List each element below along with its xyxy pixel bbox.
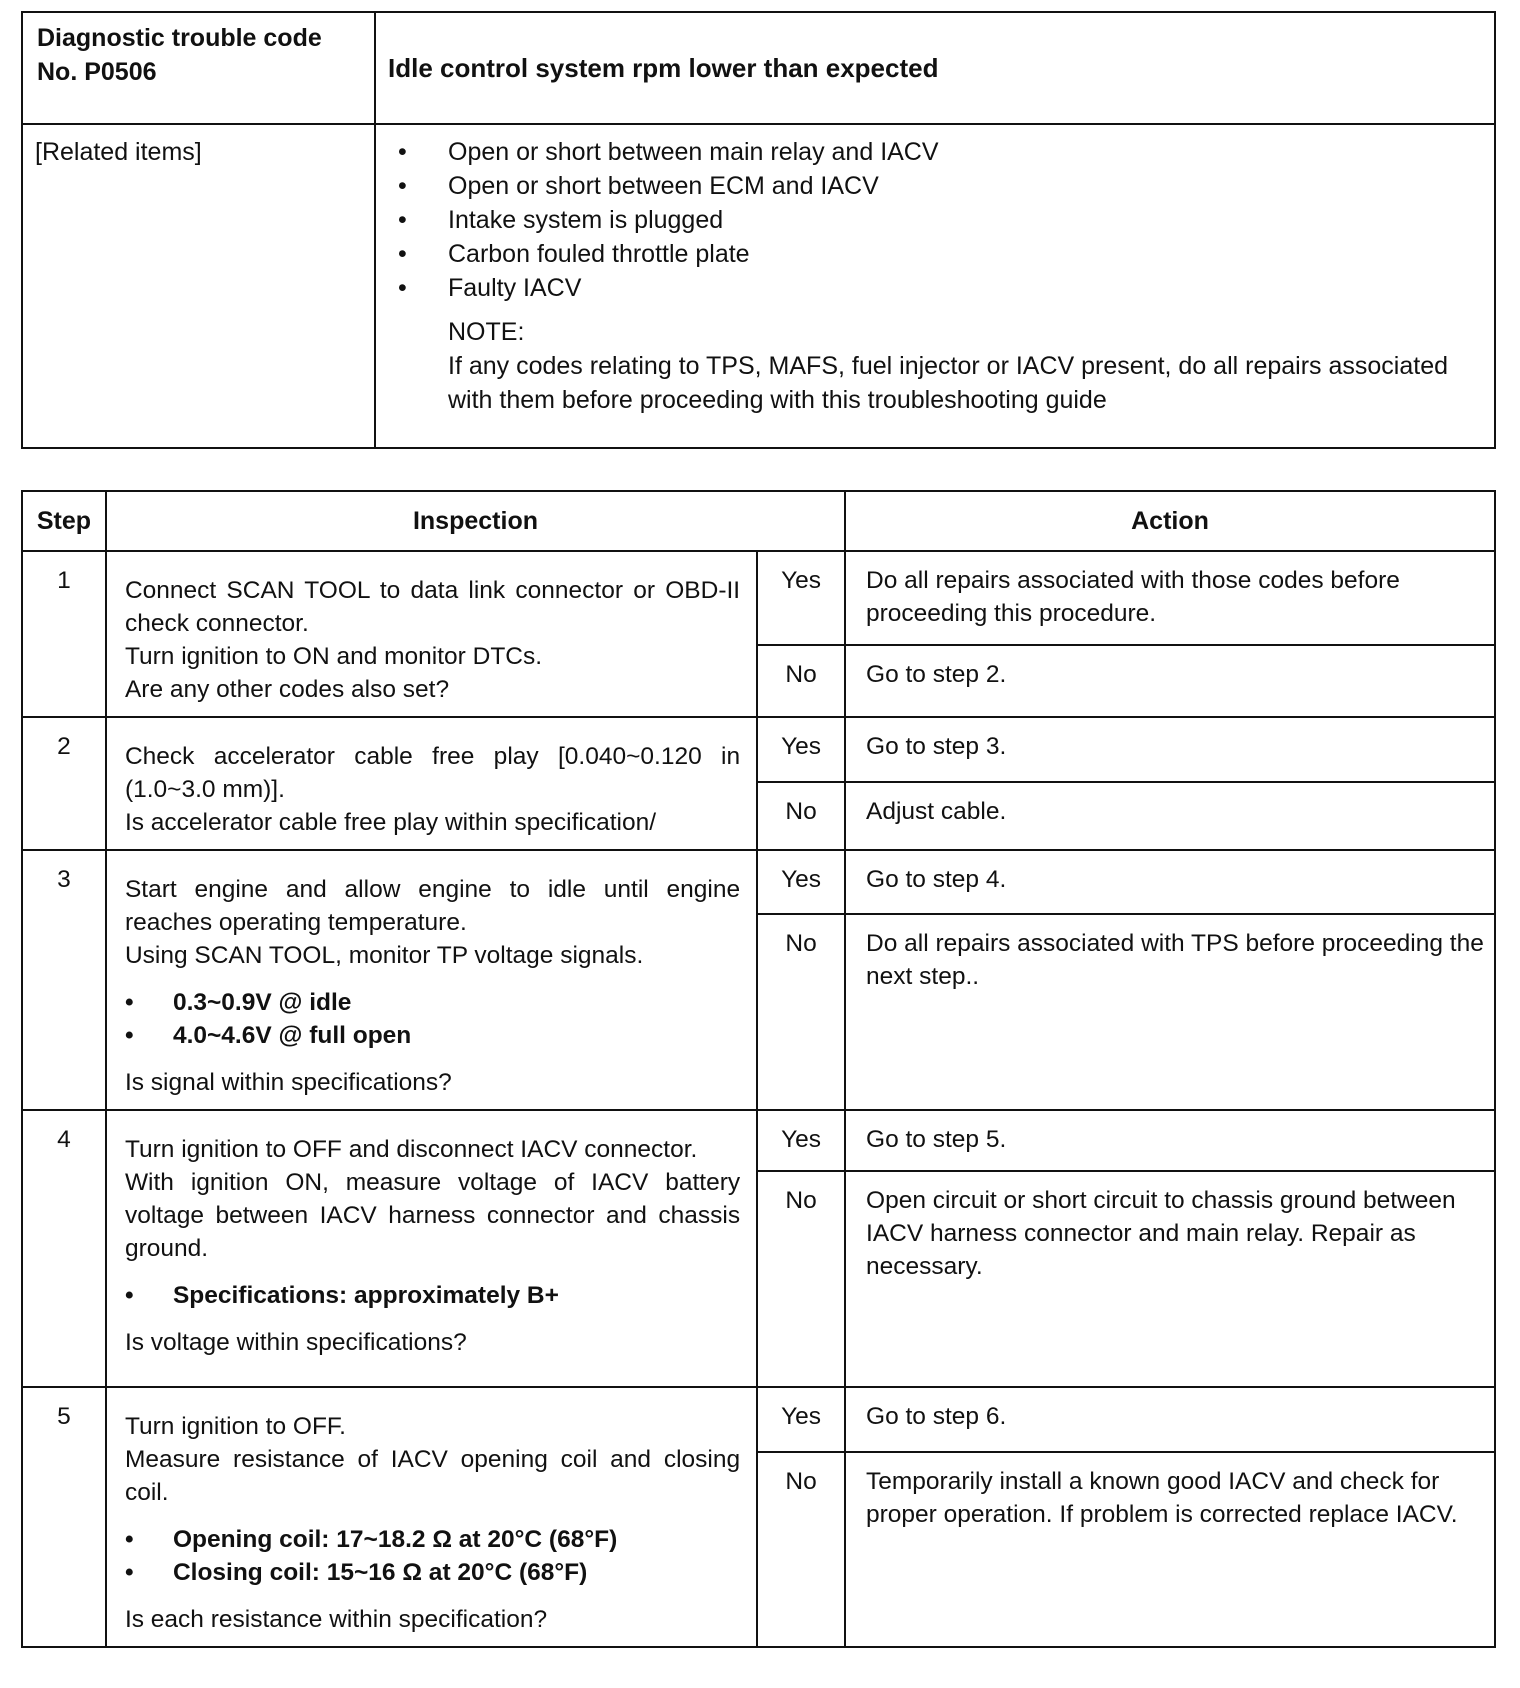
inspection-line: Using SCAN TOOL, monitor TP voltage signals. — [124, 942, 644, 969]
spec-item: • Specifications: approximately B+ — [125, 1279, 740, 1312]
step-inspection — [106, 850, 757, 1110]
step-number: 2 — [22, 717, 106, 850]
step-number: 1 — [22, 551, 106, 717]
steps-body — [22, 551, 1495, 1647]
related-item: • Carbon fouled throttle plate — [388, 237, 1482, 271]
dtc-info-table — [21, 11, 1496, 449]
yes-label: Yes — [757, 1387, 845, 1452]
yes-action: Do all repairs associated with those codes before proceeding this procedure. — [845, 551, 1495, 645]
inspection-line: Connect SCAN TOOL to data link connector or OBD-II check connector. — [124, 577, 741, 637]
inspection-line: Are any other codes also set? — [124, 676, 450, 703]
header-action: Action — [845, 491, 1495, 551]
related-items-cell — [375, 124, 1495, 448]
step-number: 3 — [22, 850, 106, 1110]
dtc-code-cell — [22, 12, 375, 124]
steps-header-row — [22, 491, 1495, 551]
related-items-label: [Related items] — [22, 124, 375, 448]
no-label: No — [757, 914, 845, 1110]
troubleshooting-steps-table — [21, 490, 1496, 1648]
spec-list — [125, 1523, 740, 1589]
header-inspection: Inspection — [106, 491, 845, 551]
no-action: Do all repairs associated with TPS before proceeding the next step.. — [845, 914, 1495, 1110]
spec-item: • 4.0~4.6V @ full open — [125, 1019, 740, 1052]
related-item: • Intake system is plugged — [388, 203, 1482, 237]
related-items-row — [22, 124, 1495, 448]
inspection-line: Turn ignition to ON and monitor DTCs. — [124, 643, 543, 670]
related-item: • Open or short between main relay and IACV — [388, 135, 1482, 169]
yes-label: Yes — [757, 717, 845, 782]
inspection-question: Is voltage within specifications? — [124, 1329, 467, 1356]
step-row — [22, 717, 1495, 782]
related-item: • Open or short between ECM and IACV — [388, 169, 1482, 203]
inspection-line: Is accelerator cable free play within specification/ — [124, 809, 657, 836]
related-item: • Faulty IACV — [388, 271, 1482, 305]
no-action: Temporarily install a known good IACV and check for proper operation. If problem is corrected replace IACV. — [845, 1452, 1495, 1647]
step-row — [22, 551, 1495, 645]
no-action: Open circuit or short circuit to chassis ground between IACV harness connector and main relay. Repair as necessary. — [845, 1171, 1495, 1387]
step-number: 4 — [22, 1110, 106, 1387]
yes-action: Go to step 3. — [845, 717, 1495, 782]
related-items-list — [388, 135, 1482, 305]
yes-action: Go to step 6. — [845, 1387, 1495, 1452]
step-inspection — [106, 1387, 757, 1647]
yes-label: Yes — [757, 850, 845, 914]
step-row — [22, 1110, 1495, 1171]
dtc-header-row — [22, 12, 1495, 124]
step-number: 5 — [22, 1387, 106, 1647]
inspection-question: Is signal within specifications? — [124, 1069, 452, 1096]
no-action: Adjust cable. — [845, 782, 1495, 850]
inspection-line: Turn ignition to OFF. — [124, 1413, 346, 1440]
inspection-line: Start engine and allow engine to idle until engine reaches operating temperature. — [124, 876, 741, 936]
no-label: No — [757, 645, 845, 717]
inspection-line: With ignition ON, measure voltage of IACV battery voltage between IACV harness connector and chassis ground. — [124, 1169, 741, 1262]
note-text: If any codes relating to TPS, MAFS, fuel injector or IACV present, do all repairs associated with them before proceeding with this troubleshooting guide — [448, 352, 1449, 414]
step-inspection — [106, 1110, 757, 1387]
yes-action: Go to step 4. — [845, 850, 1495, 914]
inspection-line: Turn ignition to OFF and disconnect IACV connector. — [124, 1136, 698, 1163]
spec-item: • Closing coil: 15~16 Ω at 20°C (68°F) — [125, 1556, 740, 1589]
inspection-question: Is each resistance within specification? — [124, 1606, 548, 1633]
spec-item: • 0.3~0.9V @ idle — [125, 986, 740, 1019]
header-step: Step — [22, 491, 106, 551]
spec-list — [125, 1279, 740, 1312]
spec-list — [125, 986, 740, 1052]
inspection-line: Check accelerator cable free play [0.040~0.120 in (1.0~3.0 mm)]. — [124, 743, 741, 803]
dtc-code-number: No. P0506 — [37, 58, 157, 86]
step-row — [22, 850, 1495, 914]
no-label: No — [757, 1452, 845, 1647]
yes-action: Go to step 5. — [845, 1110, 1495, 1171]
dtc-title: Idle control system rpm lower than expected — [375, 12, 1495, 124]
spec-item: • Opening coil: 17~18.2 Ω at 20°C (68°F) — [125, 1523, 740, 1556]
yes-label: Yes — [757, 551, 845, 645]
no-label: No — [757, 1171, 845, 1387]
step-inspection — [106, 717, 757, 850]
note-label: NOTE: — [448, 318, 525, 346]
step-row — [22, 1387, 1495, 1452]
inspection-line: Measure resistance of IACV opening coil and closing coil. — [124, 1446, 741, 1506]
yes-label: Yes — [757, 1110, 845, 1171]
step-inspection — [106, 551, 757, 717]
no-label: No — [757, 782, 845, 850]
dtc-code-label: Diagnostic trouble code — [37, 24, 322, 52]
no-action: Go to step 2. — [845, 645, 1495, 717]
